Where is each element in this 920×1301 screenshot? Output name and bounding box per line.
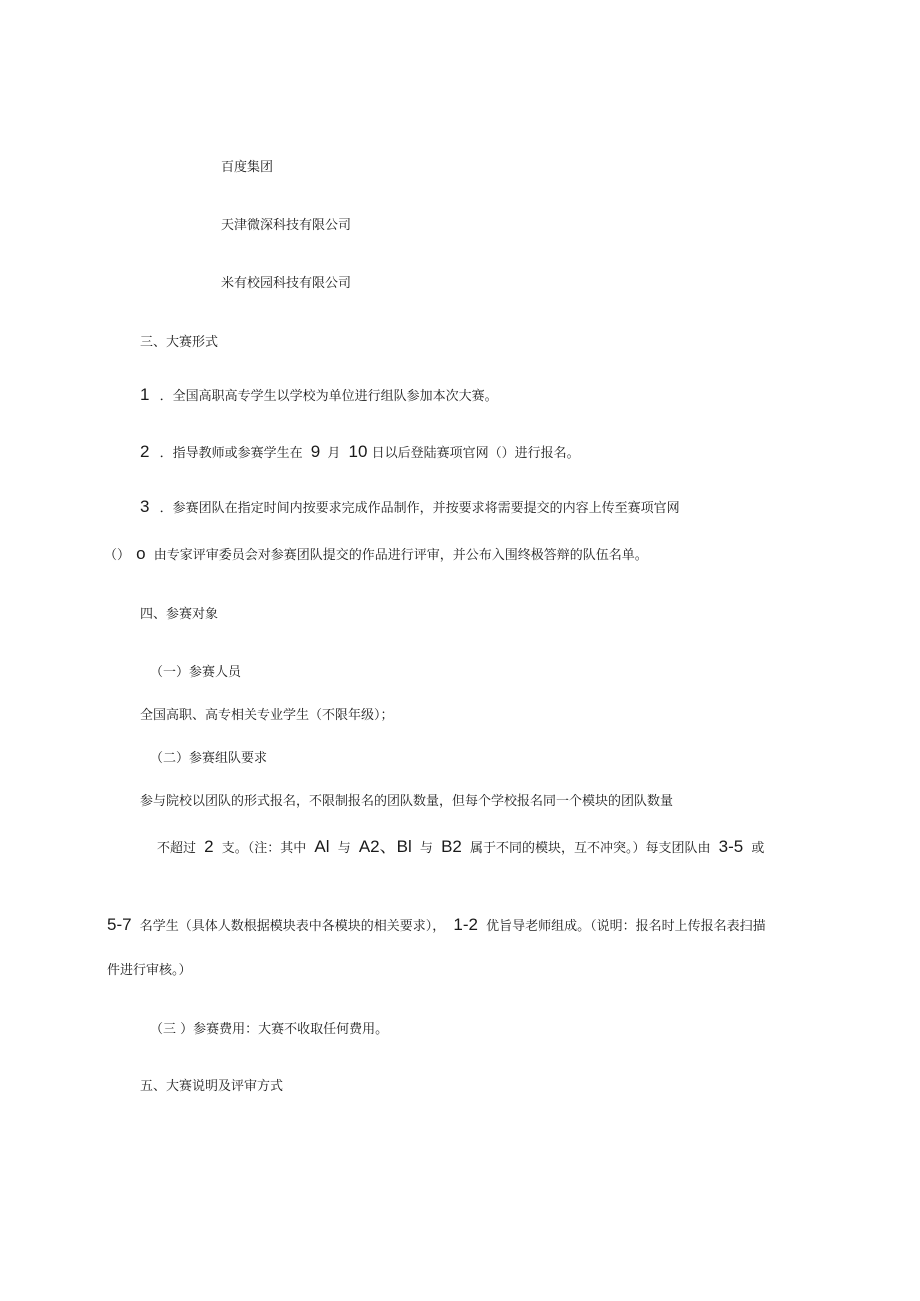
sponsor-miyou-campus: 米有校园科技有限公司: [221, 276, 352, 291]
team-limit: 2: [204, 837, 214, 856]
item-number: 2: [140, 442, 150, 461]
item-text-b: 月: [327, 446, 341, 461]
section-3-item-2: [140, 443, 580, 463]
section-4-sub-2-line-3: [107, 916, 766, 936]
text: 支。（注：其中: [221, 841, 307, 856]
module-code: A2、Bl: [358, 837, 412, 856]
sponsor-baidu: 百度集团: [221, 160, 274, 175]
module-code: Al: [314, 837, 330, 856]
text: 不超过: [157, 841, 197, 856]
text: 或: [751, 841, 765, 856]
section-3-heading: 三、大赛形式: [140, 335, 219, 350]
team-size: 3-5: [718, 837, 744, 856]
module-code: B2: [441, 837, 462, 856]
item-number: 3: [140, 497, 150, 516]
section-3-item-3-continuation: [104, 545, 648, 565]
section-4-sub-1-heading: （一）参赛人员: [150, 665, 242, 680]
section-4-sub-2-heading: （二）参赛组队要求: [150, 751, 268, 766]
text: 与: [337, 841, 351, 856]
section-5-heading: 五、大赛说明及评审方式: [140, 1079, 284, 1094]
item-number: 1: [140, 385, 150, 404]
registration-month: 9: [310, 442, 321, 461]
sponsor-tianjin-weishen: 天津微深科技有限公司: [221, 218, 352, 233]
advisor-count: 1-2: [453, 915, 478, 934]
continuation-prefix: （）: [104, 548, 131, 563]
item-text: ．全国高职高专学生以学校为单位进行组队参加本次大赛。: [159, 389, 498, 404]
section-4-sub-3-text: （三 ）参赛费用：大赛不收取任何费用。: [150, 1022, 389, 1037]
item-text-c: 日以后登陆赛项官网（）进行报名。: [371, 446, 580, 461]
section-4-sub-2-line-4: 件进行审核。）: [107, 963, 192, 978]
section-3-item-3: [140, 498, 680, 518]
registration-day: 10: [348, 442, 368, 461]
item-text-a: ．指导教师或参赛学生在: [159, 446, 303, 461]
section-4-sub-2-line-2: [157, 838, 764, 858]
section-4-sub-2-line-1: 参与院校以团队的形式报名，不限制报名的团队数量，但每个学校报名同一个模块的团队数量: [140, 794, 674, 809]
continuation-text: 由专家评审委员会对参赛团队提交的作品进行评审，并公布入围终极答辩的队伍名单。: [153, 548, 648, 563]
section-4-heading: 四、参赛对象: [140, 607, 219, 622]
text: 与: [419, 841, 433, 856]
text: 属于不同的模块，互不冲突。）每支团队由: [470, 841, 711, 856]
section-4-sub-1-text: 全国高职、高专相关专业学生（不限年级）；: [140, 708, 394, 723]
team-size-alt: 5-7: [107, 915, 132, 934]
text: 优旨导老师组成。（说明：报名时上传报名表扫描: [486, 919, 766, 934]
item-text: ．参赛团队在指定时间内按要求完成作品制作，并按要求将需要提交的内容上传至赛项官网: [159, 501, 680, 516]
continuation-o: o: [136, 544, 146, 563]
text: 名学生（具体人数根据模块表中各模块的相关要求），: [139, 919, 446, 934]
section-3-item-1: [140, 386, 498, 406]
